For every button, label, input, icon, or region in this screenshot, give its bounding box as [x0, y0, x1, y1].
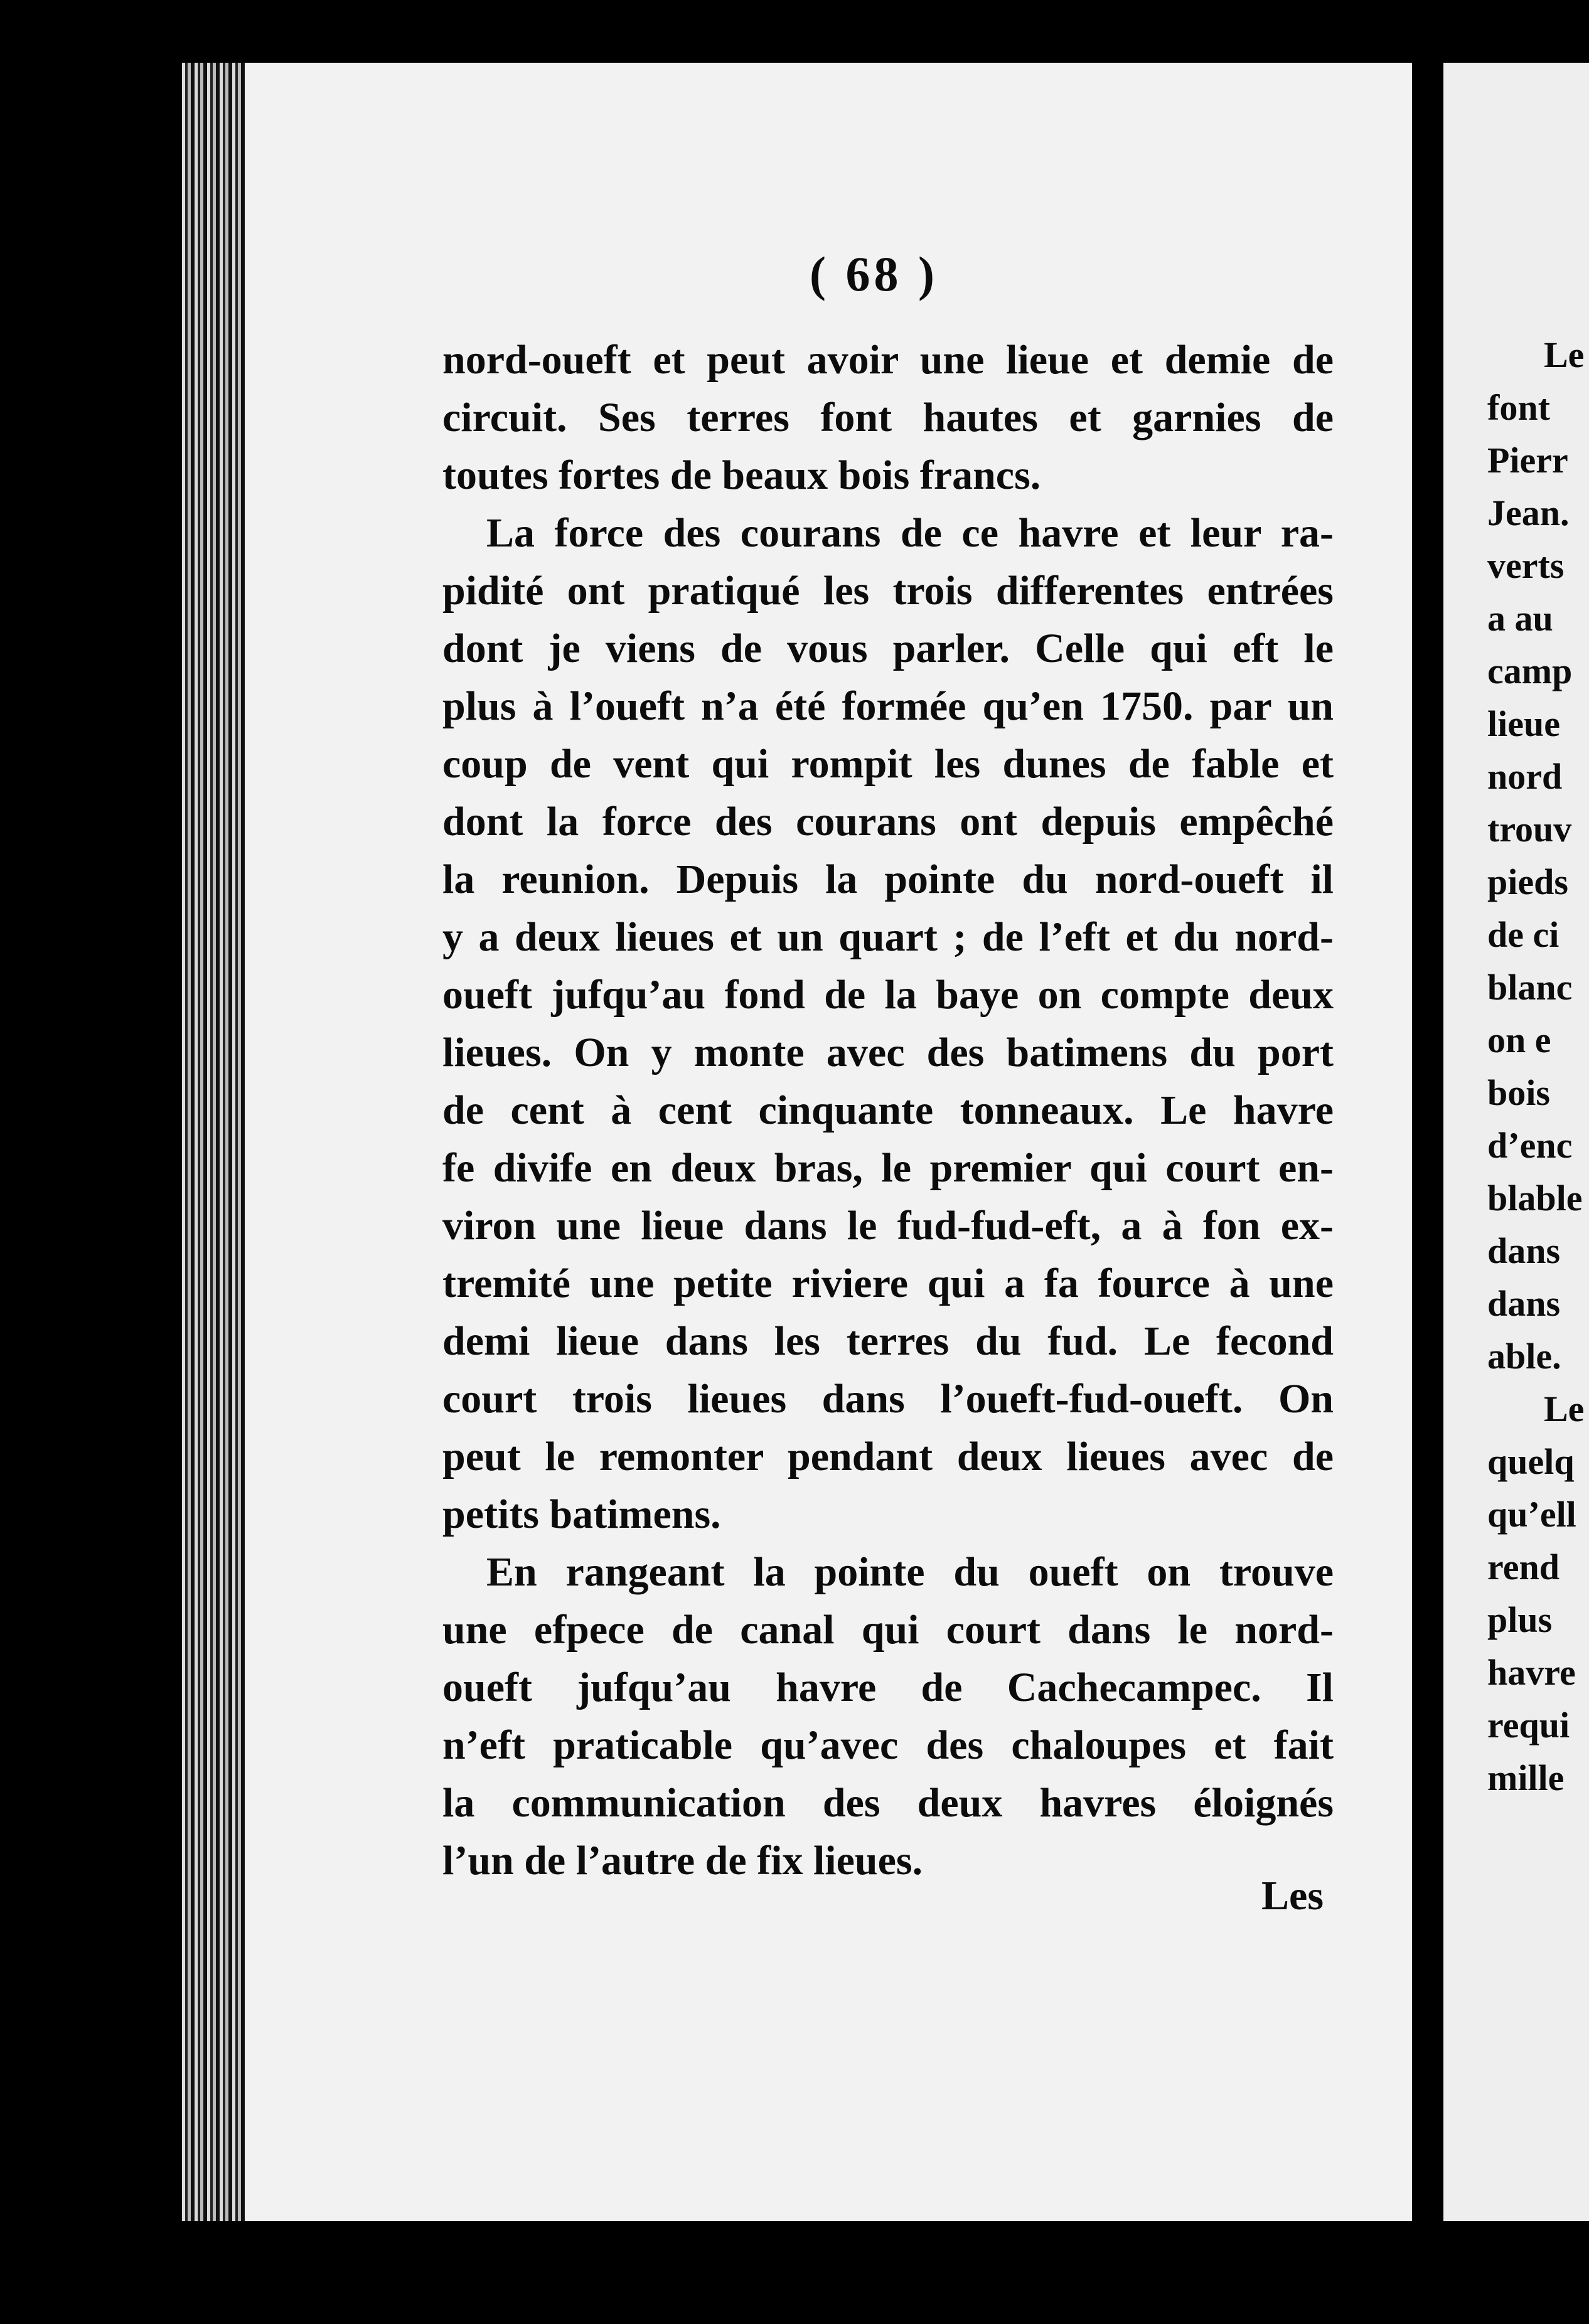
text-line: y a deux lieues et un quart ; de l’eft et du nord-: [442, 914, 1334, 960]
text-line-fragment: font: [1487, 387, 1550, 428]
text-line-fragment: camp: [1487, 651, 1573, 691]
text-line: plus à l’oueft n’a été formée qu’en 1750. par un: [442, 683, 1334, 729]
text-line-fragment: nord: [1487, 756, 1563, 797]
text-line-fragment: Le: [1544, 334, 1585, 375]
text-line-fragment: quelq: [1487, 1441, 1575, 1482]
text-line: court trois lieues dans l’oueft-fud-oueft. On: [442, 1376, 1334, 1422]
text-line-fragment: havre: [1487, 1652, 1576, 1693]
text-line-fragment: mille: [1487, 1757, 1565, 1798]
text-line: oueft jufqu’au havre de Cachecampec. Il: [442, 1665, 1334, 1710]
text-line-fragment: requi: [1487, 1705, 1570, 1746]
text-line: peut le remonter pendant deux lieues avec de: [442, 1434, 1334, 1479]
text-line-fragment: d’enc: [1487, 1125, 1573, 1166]
text-line: une efpece de canal qui court dans le nord-: [442, 1607, 1334, 1653]
text-line-fragment: bois: [1487, 1072, 1550, 1113]
text-line: dont la force des courans ont depuis empêché: [442, 799, 1334, 845]
text-line-fragment: plus: [1487, 1599, 1553, 1640]
text-line: nord-oueft et peut avoir une lieue et demie de: [442, 337, 1334, 383]
text-line: petits batimens.: [442, 1491, 721, 1537]
text-line: fe divife en deux bras, le premier qui court en-: [442, 1145, 1334, 1191]
text-line-fragment: de ci: [1487, 914, 1560, 955]
text-line: tremité une petite riviere qui a fa fource à une: [442, 1261, 1334, 1306]
text-line: pidité ont pratiqué les trois differentes entrées: [442, 568, 1334, 614]
text-line: circuit. Ses terres font hautes et garnies de: [442, 395, 1334, 440]
text-line: la reunion. Depuis la pointe du nord-oueft il: [442, 856, 1334, 902]
text-line: demi lieue dans les terres du fud. Le fecond: [442, 1318, 1334, 1364]
text-line: dont je viens de vous parler. Celle qui eft le: [442, 626, 1334, 671]
text-line: toutes fortes de beaux bois francs.: [442, 452, 1041, 498]
text-line: de cent à cent cinquante tonneaux. Le havre: [442, 1087, 1334, 1133]
text-line-fragment: blable: [1487, 1178, 1583, 1218]
text-line: n’eft praticable qu’avec des chaloupes et fait: [442, 1722, 1334, 1768]
text-line-fragment: trouv: [1487, 809, 1572, 850]
text-line: oueft jufqu’au fond de la baye on compte deux: [442, 972, 1334, 1018]
text-line: La force des courans de ce havre et leur ra-: [486, 510, 1334, 556]
text-line: viron une lieue dans le fud-fud-eft, a à fon ex-: [442, 1203, 1334, 1249]
text-line-fragment: dans: [1487, 1283, 1561, 1324]
text-line-fragment: qu’ell: [1487, 1494, 1576, 1535]
catchword: Les: [1261, 1873, 1324, 1919]
text-line-fragment: Jean.: [1487, 493, 1570, 533]
text-line-fragment: on e: [1487, 1020, 1551, 1060]
text-line: En rangeant la pointe du oueft on trouve: [486, 1549, 1334, 1595]
text-line-fragment: verts: [1487, 545, 1565, 586]
text-line: la communication des deux havres éloignés: [442, 1780, 1334, 1826]
text-line-fragment: able.: [1487, 1336, 1561, 1377]
text-line: l’un de l’autre de fix lieues.: [442, 1838, 923, 1884]
text-line-fragment: pieds: [1487, 861, 1568, 902]
page-number: ( 68 ): [810, 247, 938, 301]
text-line: coup de vent qui rompit les dunes de fable et: [442, 741, 1334, 787]
text-line-fragment: Pierr: [1487, 440, 1568, 481]
page-edges: [182, 63, 245, 2221]
text-line-fragment: a au: [1487, 598, 1553, 639]
text-line: lieues. On y monte avec des batimens du port: [442, 1030, 1334, 1075]
text-line-fragment: dans: [1487, 1230, 1561, 1271]
text-line-fragment: rend: [1487, 1547, 1560, 1587]
text-line-fragment: blanc: [1487, 967, 1573, 1008]
text-line-fragment: lieue: [1487, 703, 1560, 744]
text-line-fragment: Le: [1544, 1389, 1585, 1429]
